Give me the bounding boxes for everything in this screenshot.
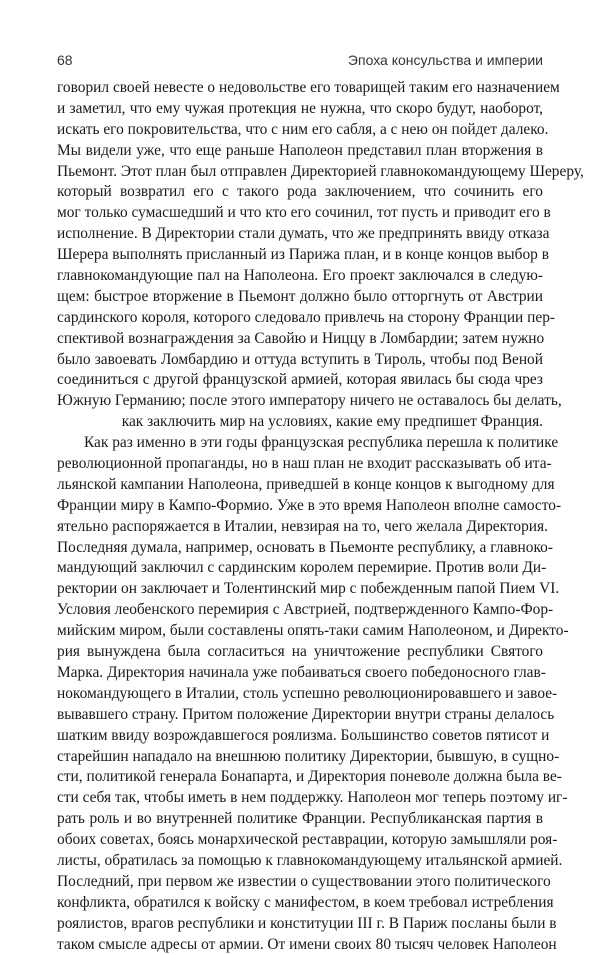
text-line: Пьемонт. Этот план был отправлен Директорией главнокомандующему Шереру, — [57, 162, 584, 180]
text-line: революционной пропаганды, но в наш план не входит рассказывать об ита- — [57, 455, 552, 473]
text-line: спективой вознаграждения за Савойю и Ниццу в Ломбардии; затем нужно — [57, 329, 545, 347]
body-text — [57, 78, 584, 955]
text-line: мандующий заключил с сардинским королем перемирие. Против воли Ди- — [57, 559, 547, 577]
text-line: щем: быстрое вторжение в Пьемонт должно было отторгнуть от Австрии — [57, 287, 543, 305]
text-line: Последняя думала, например, основать в Пьемонте республику, а главноко- — [57, 538, 553, 556]
text-line: сти себя так, чтобы иметь в нем поддержку. Наполеон мог теперь поэтому иг- — [57, 789, 568, 807]
text-line: искать его покровительства, что с ним его сабля, а с нею он пойдет далеко. — [57, 120, 549, 138]
text-line: рать роль и во внутренней политике Франции. Республиканская партия в — [57, 810, 543, 828]
text-line: Условия леобенского перемирия с Австрией, подтвержденного Кампо-Фор- — [57, 601, 554, 619]
text-line: Мы видели уже, что еще раньше Наполеон представил план вторжения в — [57, 141, 543, 159]
running-head: Эпоха консульства и империи — [347, 52, 543, 68]
text-line: Франции миру в Кампо-Формио. Уже в это время Наполеон вполне самосто- — [57, 496, 562, 514]
text-line: который возвратил его с такого рода заключением, что сочинить его — [57, 183, 543, 201]
page-number: 68 — [57, 52, 73, 68]
text-line: мог только сумасшедший и что кто его сочинил, тот пусть и приводит его в — [57, 204, 551, 222]
paragraph — [57, 433, 569, 955]
text-line: было завоевать Ломбардию и оттуда вступить в Тироль, чтобы под Веной — [57, 350, 543, 368]
text-line: обоих советах, боясь монархической реставрации, которую замышляли роя- — [57, 831, 558, 849]
text-line: исполнение. В Директории стали думать, что же предпринять ввиду отказа — [57, 225, 550, 243]
text-line: вывавшего страну. Притом положение Директории внутри страны делалось — [57, 705, 555, 723]
text-line: главнокомандующие пал на Наполеона. Его проект заключался в следую- — [57, 267, 543, 285]
text-line: Южную Германию; после этого императору ничего не оставалось бы делать, — [57, 392, 562, 410]
text-line: Шерера выполнять присланный из Парижа план, и в конце концов выбор в — [57, 246, 549, 264]
text-line: мийским миром, были составлены опять-таки самим Наполеоном, и Директо- — [57, 622, 569, 640]
text-line: старейшин нападало на внешнюю политику Директории, бывшую, в сущно- — [57, 747, 560, 765]
text-line: ректории он заключает и Толентинский мир с побежденным папой Пием VI. — [57, 580, 560, 598]
text-line: и заметил, что ему чужая протекция не нужна, что скоро будут, наоборот, — [57, 99, 543, 117]
text-line: таком смысле адресы от армии. От имени своих 80 тысяч человек Наполеон — [57, 935, 557, 953]
text-line: сти, политикой генерала Бонапарта, и Директория поневоле должна была ве- — [57, 768, 562, 786]
text-line: рия вынуждена была согласиться на уничтожение республики Святого — [57, 643, 543, 661]
text-line: шатким ввиду возрождавшегося роялизма. Большинство советов пятисот и — [57, 726, 550, 744]
text-line: листы, обратилась за помощью к главнокомандующему итальянской армией. — [57, 851, 563, 869]
text-line: нокомандующего в Италии, столь успешно революционировавшего и завое- — [57, 684, 558, 702]
text-line: роялистов, врагов республики и конституции III г. В Париж посланы были в — [57, 914, 557, 932]
paragraph — [57, 78, 584, 433]
text-line: Последний, при первом же известии о существовании этого политического — [57, 872, 551, 890]
text-line: Марка. Директория начинала уже побаиваться своего победоносного глав- — [57, 663, 546, 681]
text-line: сардинского короля, которого следовало привлечь на сторону Франции пер- — [57, 308, 556, 326]
text-line: как заключить мир на условиях, какие ему предпишет Франция. — [121, 413, 543, 431]
text-line: ятельно распоряжается в Италии, невзирая на то, чего желала Директория. — [57, 517, 548, 535]
page-header — [57, 52, 543, 76]
text-line: Как раз именно в эти годы французская республика перешла к политике — [84, 434, 559, 452]
text-line: конфликта, обратился к войску с манифестом, в коем требовал истребления — [57, 893, 554, 911]
text-line: льянской кампании Наполеона, приведшей в конце концов к выгодному для — [57, 475, 555, 493]
text-line: соединиться с другой французской армией, которая явилась бы сюда чрез — [57, 371, 543, 389]
text-line: говорил своей невесте о недовольстве его товарищей таким его назначением — [57, 79, 560, 96]
